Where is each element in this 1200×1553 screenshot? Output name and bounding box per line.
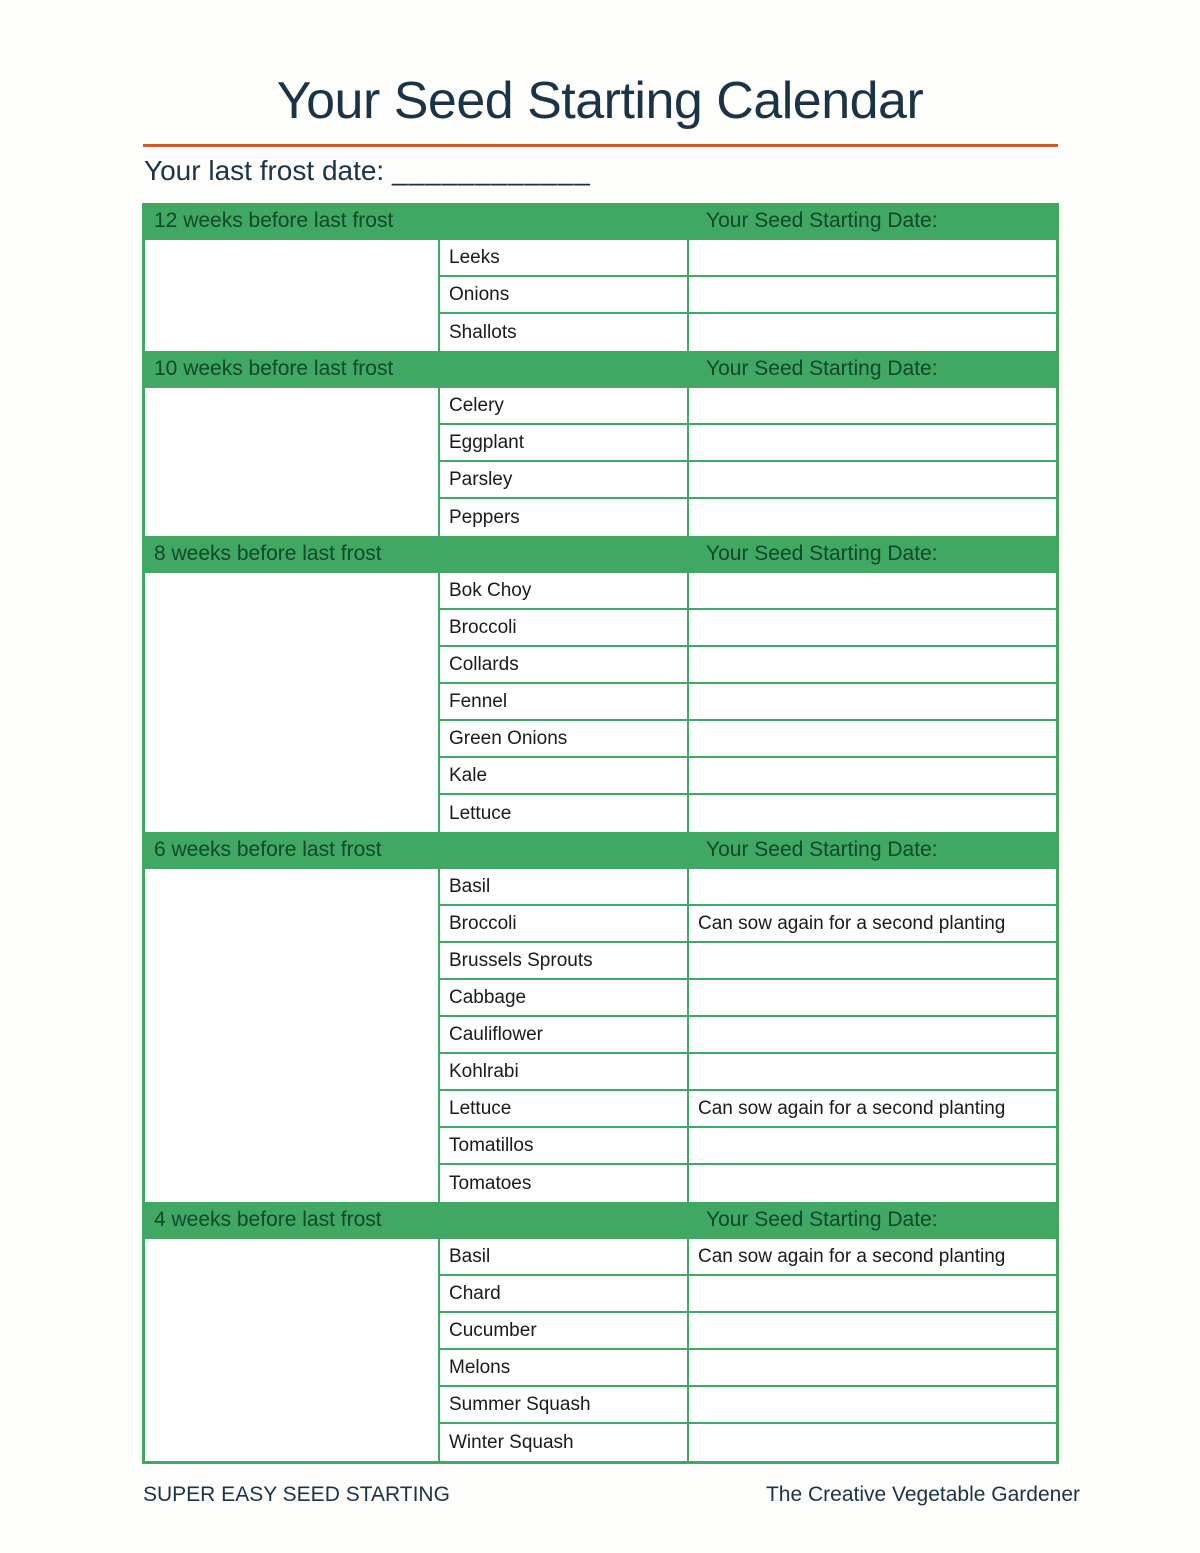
section-week-label: 4 weeks before last frost [154,1207,382,1231]
page-title: Your Seed Starting Calendar [276,72,924,130]
seed-starting-date-cell[interactable] [689,610,1056,645]
seed-starting-date-cell[interactable]: Can sow again for a second planting [698,912,1006,934]
table-row [440,1091,1056,1128]
seed-starting-date-cell[interactable] [689,425,1056,460]
section-rows-body [440,573,1056,832]
seed-starting-date-cell[interactable] [689,1276,1056,1311]
table-row [440,869,1056,906]
seed-starting-date-cell[interactable] [689,980,1056,1015]
seed-starting-date-cell[interactable] [689,1017,1056,1052]
section-week-label: 6 weeks before last frost [154,837,382,861]
crop-name-cell: Leeks [440,240,689,275]
crop-name-cell: Onions [440,277,689,312]
section-week-label: 10 weeks before last frost [154,356,394,380]
table-row [440,314,1056,351]
title-divider-rule [143,144,1058,147]
table-row [440,610,1056,647]
last-frost-date-label: Your last frost date: [144,155,385,186]
section-header [145,832,1056,867]
seed-starting-date-cell[interactable] [689,240,1056,275]
section-notes-column [145,869,440,1202]
table-row [440,1350,1056,1387]
table-row [440,721,1056,758]
table-row [440,1387,1056,1424]
crop-name-cell: Bok Choy [440,573,689,608]
section-rows-body [440,388,1056,536]
section-week-label: 8 weeks before last frost [154,541,382,565]
crop-name-cell: Lettuce [440,795,689,832]
seed-starting-date-cell[interactable] [689,277,1056,312]
table-row [440,1424,1056,1461]
crop-name-cell: Cucumber [440,1313,689,1348]
crop-name-cell: Summer Squash [440,1387,689,1422]
section-header [145,1202,1056,1237]
table-row [440,906,1056,943]
section-rows [145,867,1056,1202]
seed-starting-date-cell[interactable] [689,499,1056,536]
section-rows-body [440,1239,1056,1461]
section-notes-column [145,240,440,351]
section-rows-body [440,869,1056,1202]
seed-starting-date-cell[interactable] [689,1350,1056,1385]
crop-name-cell: Lettuce [440,1091,689,1126]
seed-starting-date-cell[interactable] [689,314,1056,351]
table-row [440,1017,1056,1054]
crop-name-cell: Tomatillos [440,1128,689,1163]
seed-starting-date-cell[interactable] [689,684,1056,719]
page-footer [143,1483,1080,1507]
table-row [440,1313,1056,1350]
crop-name-cell: Broccoli [440,610,689,645]
seed-starting-date-cell[interactable] [689,573,1056,608]
seed-starting-date-cell[interactable] [689,1424,1056,1461]
seed-starting-date-cell[interactable] [689,758,1056,793]
table-row [440,1165,1056,1202]
seed-starting-date-column-header: Your Seed Starting Date: [706,208,938,232]
table-row [440,684,1056,721]
section-rows [145,386,1056,536]
crop-name-cell: Brussels Sprouts [440,943,689,978]
section-rows [145,238,1056,351]
section-header [145,203,1056,238]
seed-starting-date-column-header: Your Seed Starting Date: [706,837,938,861]
section-header [145,351,1056,386]
table-row [440,1276,1056,1313]
crop-name-cell: Kale [440,758,689,793]
table-row [440,1128,1056,1165]
table-row [440,943,1056,980]
seed-starting-date-cell[interactable]: Can sow again for a second planting [698,1097,1006,1119]
crop-name-cell: Collards [440,647,689,682]
seed-starting-date-cell[interactable] [689,1313,1056,1348]
crop-name-cell: Celery [440,388,689,423]
section-notes-column [145,388,440,536]
footer-right-brand: The Creative Vegetable Gardener [765,1483,1080,1506]
last-frost-date-line [144,152,591,190]
table-row [440,277,1056,314]
crop-name-cell: Peppers [440,499,689,536]
crop-name-cell: Melons [440,1350,689,1385]
seed-starting-date-column-header: Your Seed Starting Date: [706,356,938,380]
seed-starting-date-cell[interactable] [689,1128,1056,1163]
seed-starting-date-cell[interactable] [689,721,1056,756]
seed-starting-date-cell[interactable] [689,1387,1056,1422]
crop-name-cell: Eggplant [440,425,689,460]
last-frost-date-blank[interactable]: ____________ [392,155,591,186]
seed-starting-date-column-header: Your Seed Starting Date: [706,1207,938,1231]
crop-name-cell: Cabbage [440,980,689,1015]
section-rows-body [440,240,1056,351]
crop-name-cell: Basil [440,1239,689,1274]
seed-starting-date-cell[interactable] [689,647,1056,682]
seed-starting-date-cell[interactable] [689,462,1056,497]
section-week-label: 12 weeks before last frost [154,208,394,232]
table-row [440,425,1056,462]
crop-name-cell: Kohlrabi [440,1054,689,1089]
crop-name-cell: Cauliflower [440,1017,689,1052]
table-row [440,462,1056,499]
seed-starting-date-column-header: Your Seed Starting Date: [706,541,938,565]
crop-name-cell: Broccoli [440,906,689,941]
table-row [440,240,1056,277]
section-notes-column [145,573,440,832]
seed-starting-date-cell[interactable] [689,795,1056,832]
seed-starting-date-cell[interactable]: Can sow again for a second planting [698,1245,1006,1267]
seed-starting-date-cell[interactable] [689,943,1056,978]
section-notes-column [145,1239,440,1461]
seed-starting-table [142,203,1059,1464]
section-rows [145,1237,1056,1464]
seed-starting-date-cell[interactable] [689,388,1056,423]
table-row [440,388,1056,425]
seed-starting-date-cell[interactable] [689,1165,1056,1202]
table-row [440,499,1056,536]
table-row [440,795,1056,832]
table-row [440,758,1056,795]
crop-name-cell: Fennel [440,684,689,719]
section-header [145,536,1056,571]
crop-name-cell: Shallots [440,314,689,351]
crop-name-cell: Winter Squash [440,1424,689,1461]
crop-name-cell: Parsley [440,462,689,497]
table-row [440,573,1056,610]
crop-name-cell: Green Onions [440,721,689,756]
table-row [440,1054,1056,1091]
table-row [440,647,1056,684]
seed-starting-date-cell[interactable] [689,869,1056,904]
table-row [440,980,1056,1017]
table-row [440,1239,1056,1276]
footer-left-text: SUPER EASY SEED STARTING [143,1483,450,1506]
crop-name-cell: Basil [440,869,689,904]
crop-name-cell: Chard [440,1276,689,1311]
seed-starting-date-cell[interactable] [689,1054,1056,1089]
section-rows [145,571,1056,832]
crop-name-cell: Tomatoes [440,1165,689,1202]
